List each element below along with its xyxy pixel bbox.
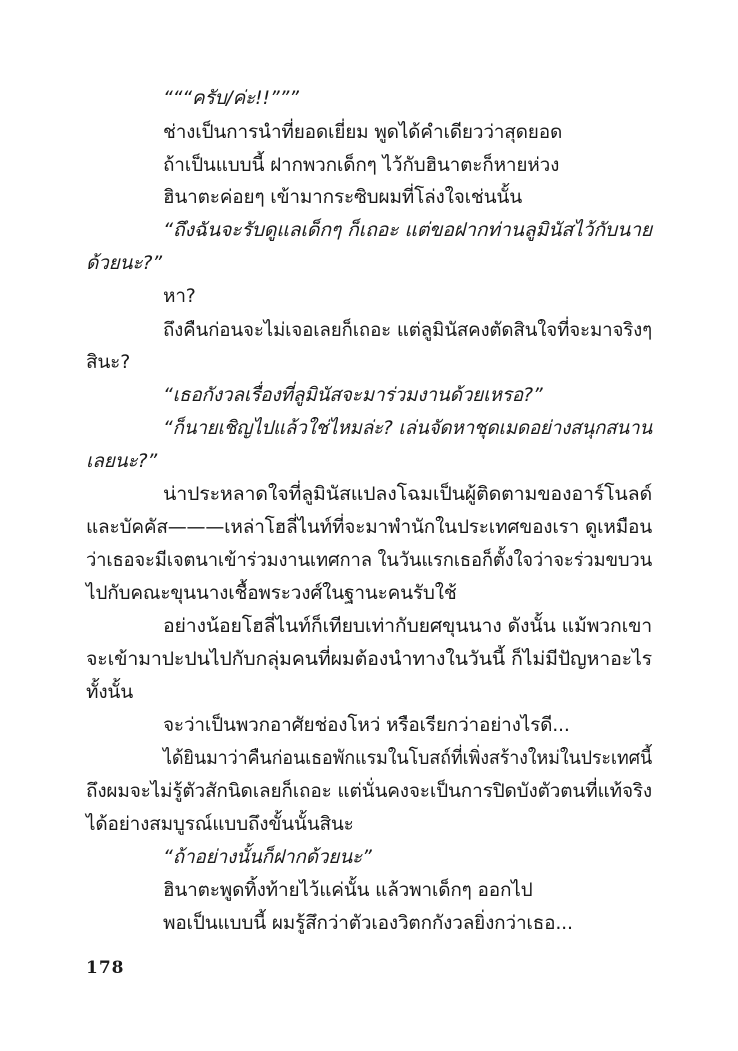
page-number: 178: [86, 958, 125, 978]
text-line: ทั้งนั้น: [86, 681, 133, 703]
text-line: “ถ้าอย่างนั้นก็ฝากด้วยนะ”: [163, 846, 372, 868]
text-line: จะเข้ามาปะปนไปกับกลุ่มคนที่ผมต้องนำทางในวันนี้ ก็ไม่มีปัญหาอะไร: [86, 648, 652, 670]
text-line: ฮินาตะค่อยๆ เข้ามากระซิบผมที่โล่งใจเช่นนั้น: [163, 186, 522, 208]
text-line: ว่าเธอจะมีเจตนาเข้าร่วมงานเทศกาล ในวันแรกเธอก็ตั้งใจว่าจะร่วมขบวน: [86, 549, 653, 571]
text-line: ด้วยนะ?”: [86, 252, 162, 274]
text-line: ช่างเป็นการนำที่ยอดเยี่ยม พูดได้คำเดียวว่าสุดยอด: [163, 121, 563, 143]
text-line: สินะ?: [86, 351, 131, 373]
text-line: หา?: [163, 285, 196, 307]
text-line: “““ครับ/ค่ะ!!”””: [163, 87, 299, 109]
text-line: ไปกับคณะขุนนางเชื้อพระวงศ์ในฐานะคนรับใช้: [86, 582, 457, 604]
text-line: น่าประหลาดใจที่ลูมินัสแปลงโฉมเป็นผู้ติดตามของอาร์โนลด์: [163, 483, 652, 505]
text-line: ถึงคืนก่อนจะไม่เจอเลยก็เถอะ แต่ลูมินัสคงตัดสินใจที่จะมาจริงๆ: [163, 319, 653, 341]
text-line: ถึงผมจะไม่รู้ตัวสักนิดเลยก็เถอะ แต่นั่นคงจะเป็นการปิดบังตัวตนที่แท้จริง: [86, 780, 653, 802]
text-line: “ก็นายเชิญไปแล้วใช่ไหมล่ะ? เล่นจัดหาชุดเมดอย่างสนุกสนาน: [163, 417, 653, 439]
text-line: พอเป็นแบบนี้ ผมรู้สึกว่าตัวเองวิตกกังวลยิ่งกว่าเธอ...: [163, 912, 573, 934]
text-line: และบัคคัส———เหล่าโฮลี่ไนท์ที่จะมาพำนักในประเทศของเรา ดูเหมือน: [86, 516, 653, 538]
text-line: ได้อย่างสมบูรณ์แบบถึงขั้นนั้นสินะ: [86, 813, 354, 835]
text-line: “ถึงฉันจะรับดูแลเด็กๆ ก็เถอะ แต่ขอฝากท่านลูมินัสไว้กับนาย: [163, 219, 653, 241]
text-line: ถ้าเป็นแบบนี้ ฝากพวกเด็กๆ ไว้กับฮินาตะก็หายห่วง: [163, 154, 560, 176]
text-line: อย่างน้อยโฮลี่ไนท์ก็เทียบเท่ากับยศขุนนาง ดังนั้น แม้พวกเขา: [163, 615, 653, 637]
text-line: ได้ยินมาว่าคืนก่อนเธอพักแรมในโบสถ์ที่เพิ่งสร้างใหม่ในประเทศนี้: [163, 747, 653, 769]
text-line: ฮินาตะพูดทิ้งท้ายไว้แค่นั้น แล้วพาเด็กๆ ออกไป: [163, 879, 533, 901]
text-line: จะว่าเป็นพวกอาศัยช่องโหว่ หรือเรียกว่าอย่างไรดี...: [163, 714, 570, 736]
text-line: “เธอกังวลเรื่องที่ลูมินัสจะมาร่วมงานด้วยเหรอ?”: [163, 384, 543, 406]
text-line: เลยนะ?”: [86, 450, 157, 472]
